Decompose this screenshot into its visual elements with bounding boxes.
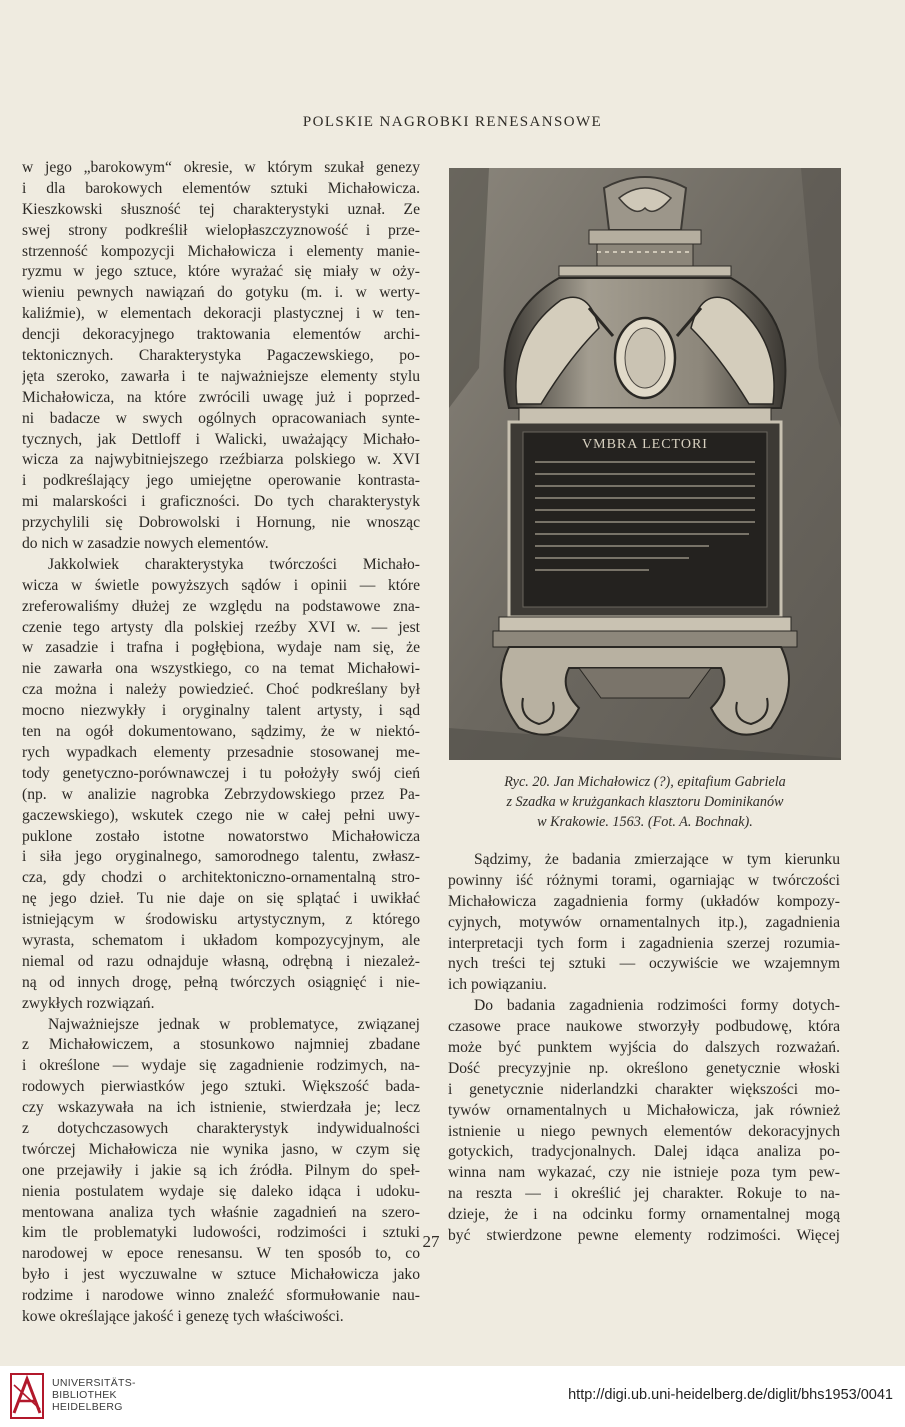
text-line: i genetycznie niderlandzki charakter większości mo- xyxy=(448,1080,840,1098)
text-line: Kieszkowski słuszność tej charakterystyki uznał. Ze xyxy=(22,200,420,218)
text-line: i podkreślający jego umiejętne operowanie kontrasta- xyxy=(22,472,420,490)
text-line: być stwierdzone pewne elementy rodzimości. Więcej xyxy=(448,1227,840,1245)
text-line: gaczewskiego), wskutek czego nie w całej pełni uwy- xyxy=(22,806,420,824)
text-line: nienia postulatem wydaje się daleko idąca i udoku- xyxy=(22,1182,420,1200)
text-line: było i jest wyczuwalne w sztuce Michałowicza jako xyxy=(22,1266,420,1284)
caption-line: Ryc. 20. Jan Michałowicz (?), epitafium Gabriela xyxy=(504,774,786,790)
text-line: cyjnych, motywów ornamentalnych itp.), zagadnienia xyxy=(448,913,840,931)
text-line: czasowe prace naukowe stworzyły podbudowę, która xyxy=(448,1018,840,1036)
text-line: tektonicznych. Charakterystyka Pagaczewskiego, po- xyxy=(22,347,420,365)
text-line: powinny iść różnymi torami, ogarniając w twórczości xyxy=(448,871,840,889)
university-library-logo xyxy=(10,1373,44,1419)
text-line: nych treści tej sztuki — oczywiście we wzajemnym xyxy=(448,955,840,973)
text-line: jęta szeroko, zawarła i te najważniejsze elementy stylu xyxy=(22,367,420,385)
text-line: dencji dekoracyjnego traktowania elementów archi- xyxy=(22,326,420,344)
text-line: Dość precyzyjnie np. określono genetycznie włoski xyxy=(448,1059,840,1077)
caption-line: w Krakowie. 1563. (Fot. A. Bochnak). xyxy=(537,814,753,830)
right-text-column xyxy=(448,850,840,1247)
inscription-heading: VMBRA LECTORI xyxy=(582,437,708,452)
text-line: z dotychczasowych charakterystyk indywidualności xyxy=(22,1119,420,1137)
text-line: one przejawiły i jakie są ich źródła. Pilnym do speł- xyxy=(22,1161,420,1179)
text-line: zwykłych rozwiązań. xyxy=(22,994,155,1012)
text-line: Sądzimy, że badania zmierzające w tym kierunku xyxy=(474,851,840,868)
text-line: i dla barokowych elementów sztuki Michałowicza. xyxy=(22,179,420,197)
text-line: puklone zostało istotne nowatorstwo Michałowicza xyxy=(22,827,420,845)
text-line: kim tle problematyki ludowości, rodzimości i sztuki xyxy=(22,1224,420,1242)
text-line: Najważniejsze jednak w problematyce, związanej xyxy=(48,1015,420,1033)
running-title: POLSKIE NAGROBKI RENESANSOWE xyxy=(302,114,603,130)
text-line: wyrasta, schematom i układom kompozycyjnym, ale xyxy=(22,931,420,949)
text-line: z Michałowiczem, a stosunkowo najmniej zbadane xyxy=(22,1036,420,1054)
epitaph-illustration xyxy=(449,168,841,760)
text-line: nie zawarła ona wszystkiego, co na temat Michałowi- xyxy=(22,660,420,678)
text-line: cza można i należy powiedzieć. Choć podkreślany był xyxy=(22,681,420,699)
text-line: tycznych, jak Dettloff i Walicki, uważający Michało- xyxy=(22,430,420,448)
text-line: Do badania zagadnienia rodzimości formy dotych- xyxy=(474,997,840,1015)
figure-caption xyxy=(446,772,844,832)
text-line: interpretacji tych form i zagadnienia szerzej rozumia- xyxy=(448,934,840,952)
text-line: kowe określające jakość i genezę tych właściwości. xyxy=(22,1307,344,1325)
text-line: przychylili się Dobrowolski i Hornung, nie wnosząc xyxy=(22,514,420,532)
text-line: może być punktem wyjścia do dalszych rozważań. xyxy=(448,1039,840,1057)
epitaph-photograph xyxy=(449,168,841,760)
text-line: mi malarskości i graficzności. Do tych charakterystyk xyxy=(22,493,420,511)
text-line: cza, gdy chodzi o architektoniczno-ornamentalną stro- xyxy=(22,869,420,887)
digital-library-url[interactable]: http://digi.ub.uni-heidelberg.de/diglit/bhs1953/0041 xyxy=(568,1387,893,1403)
text-line: Michałowicza zagadnienia formy (układów kompozy- xyxy=(448,892,840,910)
text-line: ni badacze w swych ogólnych opracowaniach synte- xyxy=(22,409,420,427)
text-line: czenie tego artysty dla polskiej rzeźby XVI w. — jest xyxy=(22,618,420,636)
text-line: twórczej Michałowicza nie wynika jasno, w czym się xyxy=(22,1140,420,1158)
text-line: wicza za najwybitniejszego rzeźbiarza polskiego w. XVI xyxy=(22,451,420,469)
text-line: rodowych pierwiastków jego sztuki. Większość bada- xyxy=(22,1078,420,1096)
library-footer xyxy=(0,1366,905,1427)
text-line: w zasadzie i trafna i pogłębiona, wydaje nam się, że xyxy=(22,639,420,657)
text-line: tywów ornamentalnych u Michałowicza, jak również xyxy=(448,1101,840,1119)
text-line: do nich w zasadzie nowych elementów. xyxy=(22,535,269,553)
text-line: narodowej w epoce renesansu. W ten sposób to, co xyxy=(22,1245,420,1263)
text-line: dzieje, że i na odcinku formy ornamentalnej mogą xyxy=(448,1206,840,1224)
text-line: w jego „barokowym“ okresie, w którym szukał genezy xyxy=(22,159,420,176)
text-line: niemal od razu odnajduje własną, odrębną i niezależ- xyxy=(22,952,420,970)
text-line: gotyckich, tradycjonalnych. Dalej idąca analiza po- xyxy=(448,1143,840,1161)
text-line: ryzmu w jego sztuce, które wyrażać się miały w oży- xyxy=(22,263,420,281)
text-line: istnienie u niego pewnych elementów dekoracyjnych xyxy=(448,1122,840,1140)
text-line: (np. w analizie nagrobka Zebrzydowskiego przez Pa- xyxy=(22,785,420,803)
text-line: strzenność kompozycji Michałowicza i elementy manie- xyxy=(22,242,420,260)
text-line: swej strony podkreślił wielopłaszczyznowość i prze- xyxy=(22,221,420,239)
text-line: i określone — wydaje się zagadnienie rodzimych, na- xyxy=(22,1057,420,1075)
text-line: na reszta — i określić jej charakter. Rokuje to na- xyxy=(448,1185,840,1203)
text-line: ną od innych drogę, pełną twórczych osiągnięć i nie- xyxy=(22,973,420,991)
page-number: 27 xyxy=(422,1232,440,1251)
text-line: nę jego dzieł. Tu nie daje on się splątać i uwikłać xyxy=(22,890,420,908)
text-line: mocno niezwykły i oryginalny talent artysty, i sąd xyxy=(22,702,420,720)
text-line: zreferowaliśmy dłużej ze względu na podstawowe zna- xyxy=(22,597,420,615)
library-name-line: UNIVERSITÄTS- xyxy=(52,1377,136,1389)
library-name xyxy=(52,1377,136,1413)
caption-line: z Szadka w krużgankach klasztoru Dominikanów xyxy=(506,794,784,810)
text-line: winna nam wykazać, czy nie istnieje poza tym pew- xyxy=(448,1164,840,1182)
text-line: kaliźmie), w elementach dekoracji plastycznej i w ten- xyxy=(22,305,420,323)
text-line: istniejącym w środowisku artystycznym, z którego xyxy=(22,911,420,929)
text-line: rych wypadkach elementy przesadnie stosowanej me- xyxy=(22,743,420,761)
left-text-column xyxy=(22,158,420,1328)
text-line: mentowana analiza tych właśnie zagadnień na szero- xyxy=(22,1203,420,1221)
library-name-line: BIBLIOTHEK xyxy=(52,1389,117,1401)
text-line: czy wskazywała na ich istnienie, stwierdzała je; lecz xyxy=(22,1099,420,1117)
text-line: ich powiązaniu. xyxy=(448,976,547,994)
text-line: ten na ogół dokumentowano, sądzimy, że w niektó- xyxy=(22,723,420,741)
text-line: Jakkolwiek charakterystyka twórczości Michało- xyxy=(48,555,420,573)
text-line: Michałowicza, na które zwrócili uwagę już i poprzed- xyxy=(22,388,420,406)
text-line: rodzime i narodowe winno znaleźć sformułowanie nau- xyxy=(22,1287,420,1305)
text-line: wicza w świetle powyższych sądów i opinii — które xyxy=(22,576,420,594)
text-line: wieniu pewnych nawiązań do gotyku (m. i. w werty- xyxy=(22,284,420,302)
text-line: tody genetyczno-porównawczej i tu położyły swój cień xyxy=(22,764,420,782)
library-name-line: HEIDELBERG xyxy=(52,1401,123,1413)
text-line: i siła jego oryginalnego, samorodnego talentu, zwłasz- xyxy=(22,848,420,866)
